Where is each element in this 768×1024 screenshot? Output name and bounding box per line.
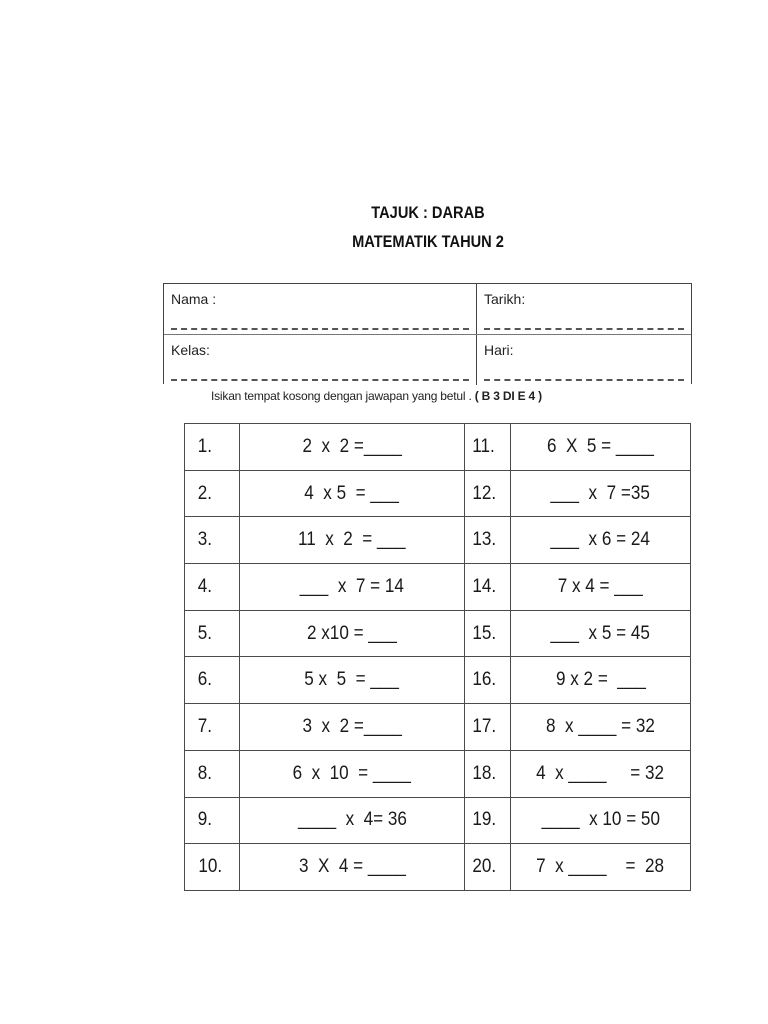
question-number: 1. — [197, 435, 213, 457]
question-number-cell — [185, 797, 240, 844]
question-number: 12. — [472, 482, 497, 504]
question-text: ___ x 7 = 14 — [299, 575, 405, 597]
question-text: 7 x 4 = ___ — [557, 575, 644, 597]
question-text: 7 x ____ = 28 — [536, 856, 665, 878]
question-number: 19. — [472, 809, 497, 831]
table-row — [185, 750, 691, 797]
table-row — [185, 424, 691, 471]
question-number: 3. — [197, 529, 213, 551]
question-text-cell[interactable] — [511, 844, 691, 891]
question-text-cell[interactable] — [511, 704, 691, 751]
question-number: 14. — [472, 575, 497, 597]
question-text-cell[interactable] — [511, 797, 691, 844]
question-text: 2 x 2 =____ — [302, 435, 402, 457]
date-label: Tarikh: — [484, 291, 526, 307]
question-text: ___ x 6 = 24 — [550, 529, 651, 551]
question-number-cell — [465, 657, 511, 704]
question-number: 2. — [197, 482, 213, 504]
question-text: 8 x ____ = 32 — [546, 715, 655, 737]
question-text: ____ x 10 = 50 — [541, 809, 660, 831]
question-number-cell — [185, 844, 240, 891]
question-text: ___ x 7 =35 — [550, 482, 651, 504]
question-text-cell[interactable] — [240, 797, 465, 844]
table-row — [185, 610, 691, 657]
question-number-cell — [465, 704, 511, 751]
question-number: 6. — [197, 669, 213, 691]
question-text-cell[interactable] — [240, 564, 465, 611]
question-number-cell — [465, 797, 511, 844]
worksheet-title: TAJUK : DARAB — [371, 203, 485, 222]
question-number-cell — [185, 704, 240, 751]
question-text-cell[interactable] — [240, 844, 465, 891]
student-info-box — [163, 283, 692, 384]
worksheet-header — [0, 198, 768, 256]
question-text-cell[interactable] — [511, 750, 691, 797]
table-row — [185, 564, 691, 611]
question-text-cell[interactable] — [511, 657, 691, 704]
question-text-cell[interactable] — [511, 470, 691, 517]
instruction-text — [211, 389, 542, 403]
question-text: 2 x10 = ___ — [307, 622, 397, 644]
day-label: Hari: — [484, 342, 514, 358]
question-text: 6 x 10 = ____ — [292, 762, 412, 784]
question-text-cell[interactable] — [240, 750, 465, 797]
question-number: 13. — [472, 529, 497, 551]
question-number-cell — [185, 610, 240, 657]
question-text: 4 x ____ = 32 — [536, 762, 665, 784]
question-text-cell[interactable] — [511, 564, 691, 611]
question-text-cell[interactable] — [240, 704, 465, 751]
question-number: 4. — [197, 575, 213, 597]
question-number-cell — [465, 517, 511, 564]
question-number-cell — [185, 657, 240, 704]
question-text: 4 x 5 = ___ — [304, 482, 400, 504]
question-text-cell[interactable] — [240, 424, 465, 471]
question-number: 18. — [472, 762, 497, 784]
question-number: 16. — [472, 669, 497, 691]
table-row — [185, 797, 691, 844]
question-text: 11 x 2 = ___ — [298, 529, 406, 551]
question-text: ____ x 4= 36 — [297, 809, 407, 831]
table-row — [185, 517, 691, 564]
question-number: 11. — [472, 435, 495, 457]
question-number-cell — [465, 844, 511, 891]
instruction-body: Isikan tempat kosong dengan jawapan yang betul . — [211, 389, 475, 403]
table-row — [185, 657, 691, 704]
question-table — [184, 423, 691, 891]
class-blank-line — [171, 379, 469, 381]
question-number-cell — [465, 610, 511, 657]
day-blank-line — [484, 379, 684, 381]
class-cell[interactable] — [164, 335, 477, 385]
question-number-cell — [185, 424, 240, 471]
question-number: 20. — [472, 856, 497, 878]
question-number-cell — [465, 750, 511, 797]
date-cell[interactable] — [477, 284, 691, 334]
question-number: 5. — [197, 622, 213, 644]
question-text: 3 X 4 = ____ — [298, 856, 406, 878]
question-text: 5 x 5 = ___ — [304, 669, 400, 691]
question-number: 7. — [197, 715, 213, 737]
question-table-body — [185, 424, 691, 891]
question-number: 8. — [197, 762, 213, 784]
question-text-cell[interactable] — [240, 657, 465, 704]
question-number-cell — [185, 470, 240, 517]
question-number: 10. — [198, 856, 223, 878]
table-row — [185, 704, 691, 751]
question-number: 17. — [472, 715, 497, 737]
worksheet-subtitle: MATEMATIK TAHUN 2 — [352, 232, 504, 251]
instruction-hint: ( B 3 DI E 4 ) — [474, 389, 542, 403]
question-text: 9 x 2 = ___ — [555, 669, 646, 691]
question-number-cell — [465, 424, 511, 471]
day-cell[interactable] — [477, 335, 691, 385]
table-row — [185, 470, 691, 517]
question-text-cell[interactable] — [511, 517, 691, 564]
question-number-cell — [185, 750, 240, 797]
question-number: 15. — [472, 622, 497, 644]
table-row — [185, 844, 691, 891]
question-text-cell[interactable] — [511, 610, 691, 657]
name-cell[interactable] — [164, 284, 477, 334]
question-number-cell — [465, 564, 511, 611]
question-text: 6 X 5 = ____ — [547, 435, 654, 457]
question-text-cell[interactable] — [240, 470, 465, 517]
name-blank-line — [171, 328, 469, 330]
date-blank-line — [484, 328, 684, 330]
info-row-bottom — [164, 335, 691, 385]
question-number-cell — [465, 470, 511, 517]
question-text: 3 x 2 =____ — [302, 715, 402, 737]
question-number-cell — [185, 517, 240, 564]
info-row-top — [164, 284, 691, 335]
question-text-cell[interactable] — [240, 517, 465, 564]
class-label: Kelas: — [171, 342, 210, 358]
question-text-cell[interactable] — [240, 610, 465, 657]
question-text-cell[interactable] — [511, 424, 691, 471]
name-label: Nama : — [171, 291, 217, 307]
question-number-cell — [185, 564, 240, 611]
question-number: 9. — [197, 809, 213, 831]
question-text: ___ x 5 = 45 — [550, 622, 651, 644]
